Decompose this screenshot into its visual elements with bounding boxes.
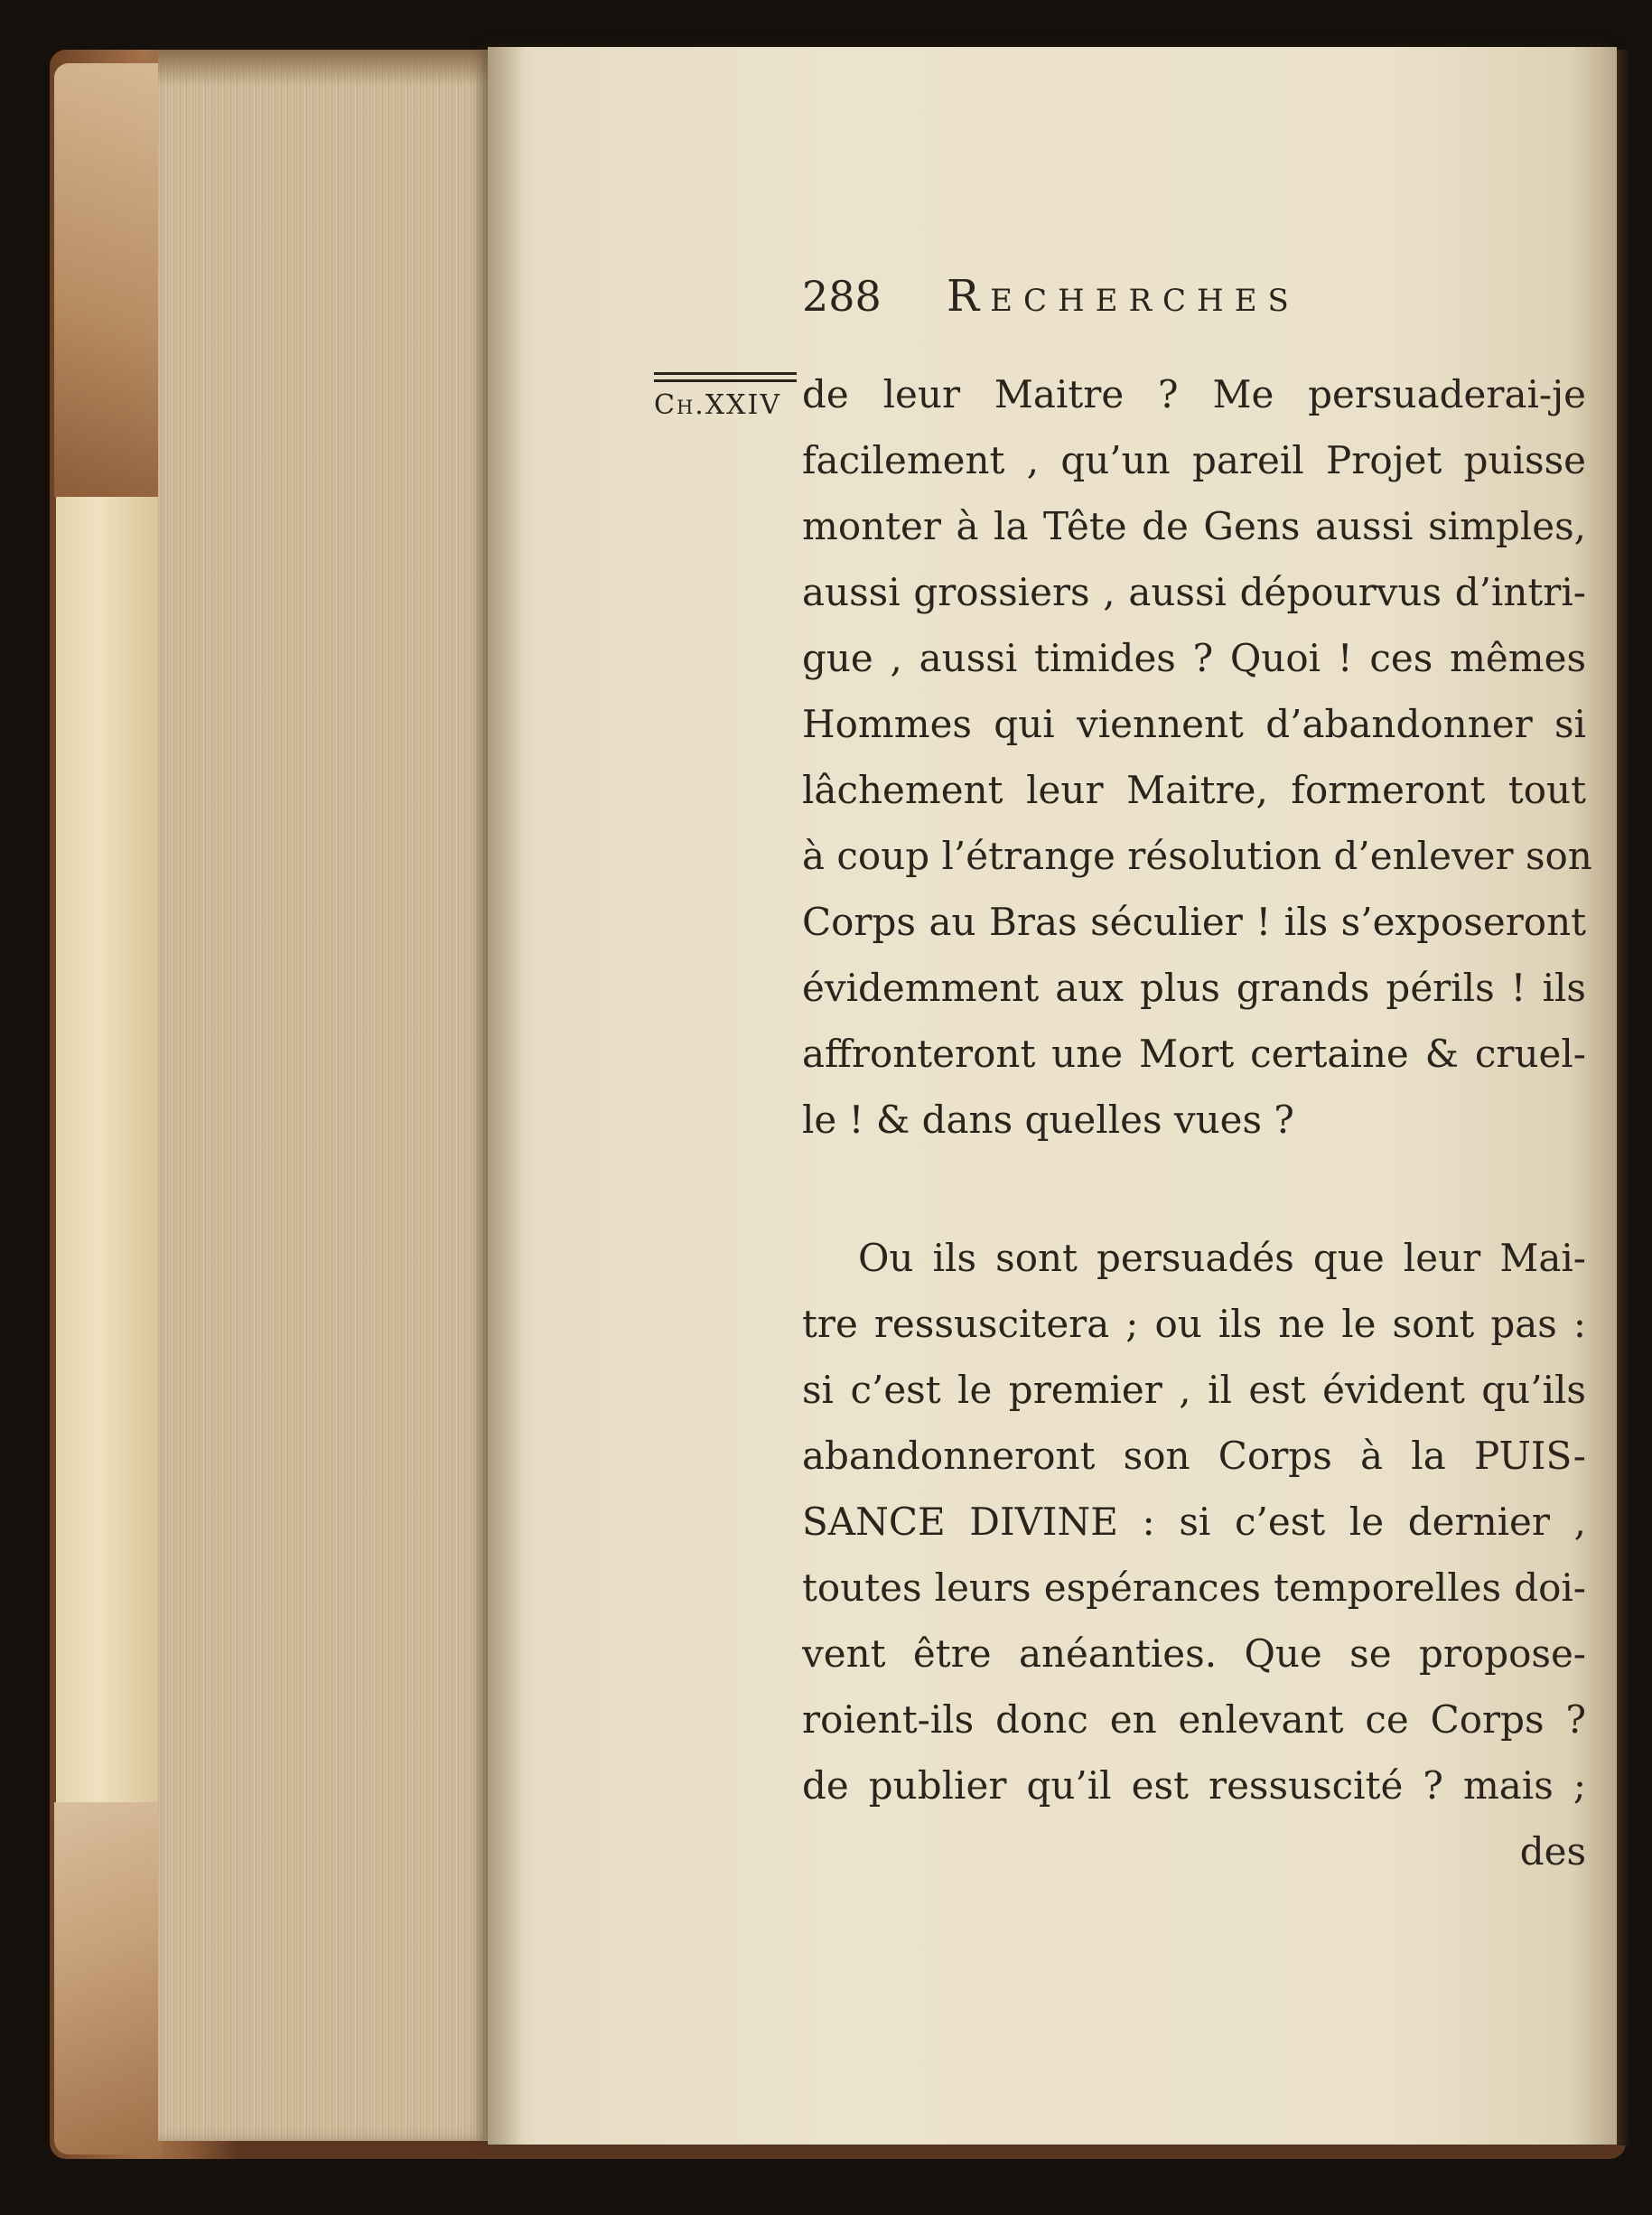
running-title: Recherches — [947, 271, 1300, 322]
text-line: gue , aussi timides ? Quoi ! ces mêmes — [802, 636, 1586, 680]
text-line: affronteront une Mort certaine & cruel- — [802, 1032, 1586, 1076]
text-line: monter à la Tête de Gens aussi simples, — [802, 504, 1586, 548]
cover-corner-top — [54, 63, 163, 497]
chapter-note: Ch.XXIV — [654, 389, 782, 421]
text-line: de leur Maitre ? Me persuaderai-je — [802, 372, 1586, 416]
text-line: roient-ils donc en enlevant ce Corps ? — [802, 1697, 1586, 1742]
text-line: abandonneront son Corps à la PUIS- — [802, 1434, 1586, 1478]
catchword: des — [1519, 1829, 1586, 1874]
text-line: Ou ils sont persuadés que leur Mai- — [858, 1236, 1586, 1280]
text-line: toutes leurs espérances temporelles doi- — [802, 1565, 1586, 1610]
text-line: Hommes qui viennent d’abandonner si — [802, 702, 1586, 746]
text-line: le ! & dans quelles vues ? — [802, 1098, 1294, 1142]
paragraph-gap — [802, 1153, 1586, 1225]
text-line: vent être anéanties. Que se propose- — [802, 1631, 1586, 1676]
text-line: Corps au Bras séculier ! ils s’exposeront — [802, 900, 1586, 944]
page-right-edge — [1617, 50, 1629, 2145]
gutter-shadow — [488, 47, 524, 2145]
page-edges-shadow — [158, 50, 488, 86]
cover-spine-panel — [56, 497, 160, 1807]
margin-note — [654, 372, 803, 421]
text-line: facilement , qu’un pareil Projet puisse — [802, 438, 1586, 482]
text-line: SANCE DIVINE : si c’est le dernier , — [802, 1500, 1586, 1544]
text-line: tre ressuscitera ; ou ils ne le sont pas : — [802, 1302, 1586, 1346]
page-number: 288 — [802, 272, 882, 321]
text-line: aussi grossiers , aussi dépourvus d’intri- — [802, 570, 1586, 614]
running-head — [802, 271, 1425, 322]
text-line: à coup l’étrange résolution d’enlever son — [802, 834, 1592, 878]
text-line: lâchement leur Maitre, formeront tout — [802, 768, 1586, 812]
body-text — [802, 361, 1592, 1884]
cover-corner-bottom — [54, 1802, 163, 2154]
page-edges — [158, 50, 488, 2141]
margin-rule — [654, 372, 797, 382]
text-line: évidemment aux plus grands périls ! ils — [802, 966, 1586, 1010]
text-line: de publier qu’il est ressuscité ? mais ; — [802, 1763, 1586, 1808]
text-line: si c’est le premier , il est évident qu’ils — [802, 1368, 1586, 1412]
